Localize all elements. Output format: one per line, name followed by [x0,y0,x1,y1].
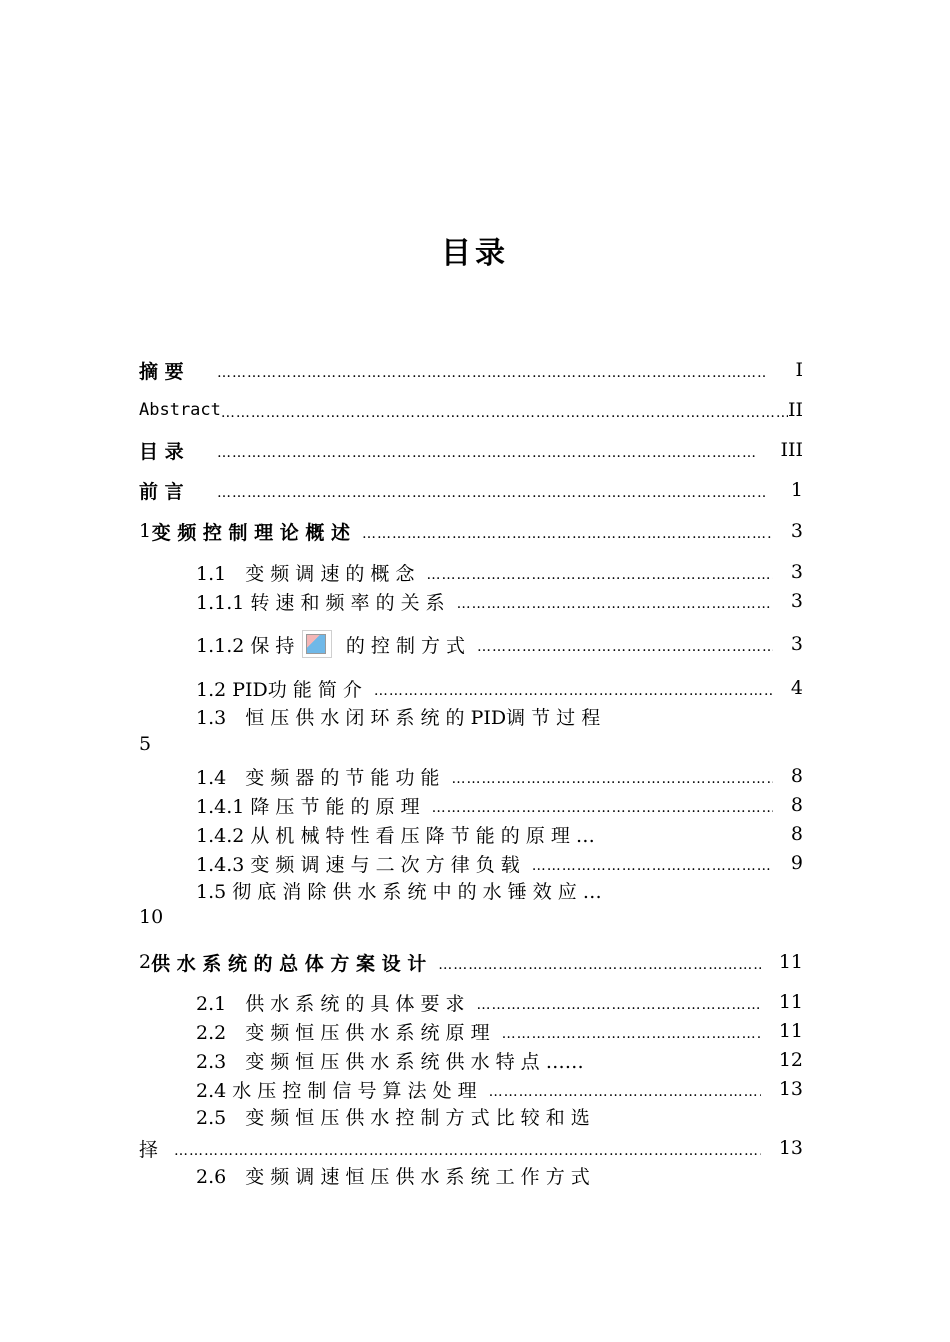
toc-label-b: 的 控 制 方 式 [345,634,466,657]
toc-page: 13 [778,1137,803,1159]
dot-leader [362,520,773,542]
toc-label: 1.4.2 从 机 械 特 性 看 压 降 节 能 的 原 理 … [196,824,595,847]
toc-entry-chapter-1[interactable] [139,516,803,546]
dot-leader [438,951,761,973]
toc-entry-abstract-cn[interactable] [139,355,803,385]
toc-label: 1.4.3 变 频 调 速 与 二 次 方 律 负 载 [196,853,520,876]
toc-entry-chapter-2[interactable] [139,947,803,977]
toc-entry-2-5[interactable] [196,1103,776,1133]
toc-label: 1.4.1 降 压 节 能 的 原 理 [196,795,420,818]
toc-page: 3 [790,633,803,655]
toc-page: 8 [790,765,803,787]
toc-page-1-5: 10 [139,906,164,928]
toc-page: 4 [790,677,803,699]
toc-entry-2-1[interactable] [196,987,803,1017]
toc-label: 1.3 恒 压 供 水 闭 环 系 统 的 PID调 节 过 程 [196,707,601,729]
toc-entry-1-2[interactable] [196,673,803,703]
toc-label: 目 录 [139,440,184,463]
toc-entry-2-6[interactable] [196,1162,776,1192]
toc-entry-2-3[interactable] [196,1045,803,1075]
toc-label: 2.4 水 压 控 制 信 号 算 法 处 理 [196,1079,477,1102]
dot-leader [432,794,773,816]
toc-entry-1-4-1[interactable] [196,790,803,820]
toc-entry-abstract-en[interactable] [139,395,803,425]
toc-entry-2-2[interactable] [196,1016,803,1046]
toc-entry-1-1-1[interactable] [196,586,803,616]
toc-label: 摘 要 [139,360,184,383]
toc-entry-preface[interactable] [139,475,803,505]
toc-label: 1.4 变 频 器 的 节 能 功 能 [196,766,440,789]
toc-label-a: 1.1.2 保 持 [196,634,295,657]
toc-entry-contents[interactable] [139,435,803,465]
toc-label: 1.1.1 转 速 和 频 率 的 关 系 [196,591,445,614]
toc-page: I [795,359,803,381]
dot-leader [477,991,761,1013]
dot-leader [477,633,773,655]
toc-label: Abstract [139,400,221,420]
dot-leader [452,765,774,787]
toc-label: 2.6 变 频 调 速 恒 压 供 水 系 统 工 作 方 式 [196,1166,590,1188]
toc-page-1-3: 5 [139,733,152,755]
toc-entry-2-4[interactable] [196,1074,803,1104]
toc-page: 13 [778,1078,803,1100]
toc-label: 2.3 变 频 恒 压 供 水 系 统 供 水 特 点 …… [196,1050,584,1073]
dot-leader [489,1078,761,1100]
toc-label: 1.1 变 频 调 速 的 概 念 [196,562,415,585]
toc-page: 3 [790,561,803,583]
toc-page: 3 [790,590,803,612]
dot-leader [174,1137,761,1159]
dot-leader [221,399,788,421]
toc-label: 2.1 供 水 系 统 的 具 体 要 求 [196,992,465,1015]
toc-entry-1-3[interactable] [196,703,776,733]
toc-label-b: 择 [139,1138,159,1161]
toc-page: 9 [790,852,803,874]
toc-entry-1-4-2[interactable] [196,819,803,849]
toc-label: 2.2 变 频 恒 压 供 水 系 统 原 理 [196,1021,490,1044]
toc-entry-1-4-3[interactable] [196,848,803,878]
toc-page: 8 [790,823,803,845]
toc-entry-1-5[interactable] [196,877,794,907]
toc-page: 11 [778,1020,803,1042]
chapter-number: 2 [139,951,152,973]
toc-label: 供 水 系 统 的 总 体 方 案 设 计 [151,952,427,975]
toc-page: 3 [790,520,803,542]
dot-leader [502,1020,761,1042]
toc-page: 12 [778,1049,803,1071]
dot-leader [217,479,765,501]
toc-entry-1-4[interactable] [196,761,803,791]
toc-label: 变 频 控 制 理 论 概 述 [151,521,351,544]
dot-leader [217,439,755,461]
toc-entry-2-5-cont[interactable] [139,1133,803,1163]
toc-page: III [780,439,803,461]
toc-entry-1-1-2[interactable] [196,629,803,659]
dot-leader [457,590,773,612]
dot-leader [217,359,765,381]
broken-image-icon [302,630,331,658]
page-title: 目录 [441,236,509,271]
toc-label: 1.5 彻 底 消 除 供 水 系 统 中 的 水 锤 效 应 … [196,881,602,903]
toc-page: 8 [790,794,803,816]
dot-leader [426,561,773,583]
toc-label: 1.2 PID功 能 简 介 [196,678,362,701]
dot-leader [374,677,773,699]
dot-leader [532,852,773,874]
toc-label-a: 2.5 变 频 恒 压 供 水 控 制 方 式 比 较 和 选 [196,1107,590,1129]
toc-page: 11 [778,991,803,1013]
toc-page: 11 [778,951,803,973]
toc-entry-1-1[interactable] [196,557,803,587]
chapter-number: 1 [139,520,152,542]
toc-page: 1 [790,479,803,501]
toc-page: II [787,399,803,421]
toc-label: 前 言 [139,480,184,503]
